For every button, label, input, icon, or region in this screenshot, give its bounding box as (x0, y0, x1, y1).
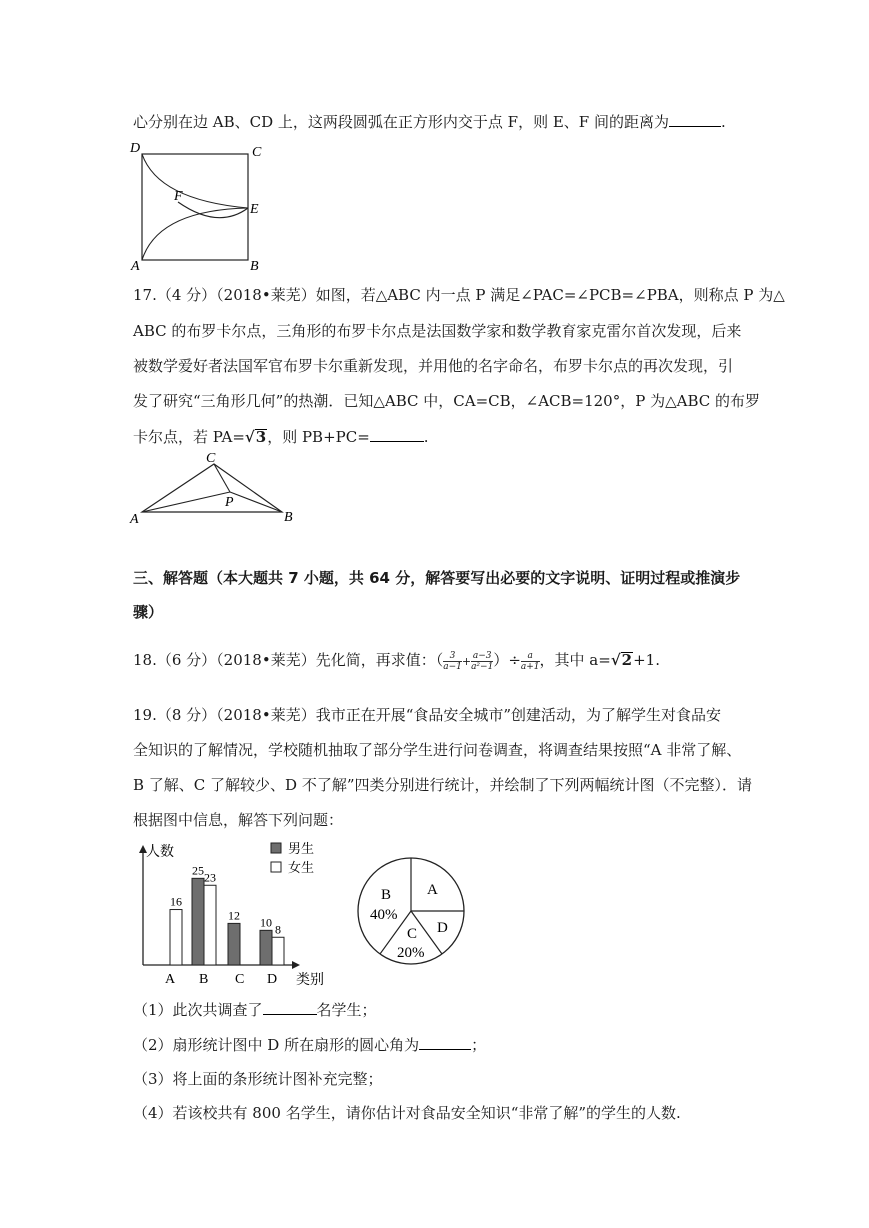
q19-sub-1 (133, 1000, 377, 1020)
q17-line5-post: ，则 PB+PC= (267, 428, 370, 446)
q17-line-4: 发了研究“三角形几何”的热潮．已知△ABC 中，CA=CB，∠ACB=120°，P 为△ABC 的布罗 (133, 392, 761, 410)
bar-d-male (260, 930, 272, 965)
label-b: B (250, 259, 259, 274)
label-p: P (225, 495, 234, 510)
pie-percent-c: 20% (397, 945, 425, 961)
label-c: C (206, 451, 216, 466)
q19-sub1-answer-blank[interactable] (263, 1000, 317, 1015)
square-arcs-figure (128, 140, 268, 274)
q19-sub-3: （3）将上面的条形统计图补充完整； (133, 1070, 383, 1088)
q19-sub-4: （4）若该校共有 800 名学生，请你估计对食品安全知识“非常了解”的学生的人数. (133, 1104, 681, 1122)
q17-line5-pre: 卡尔点，若 PA= (133, 428, 245, 446)
q18-post-pre: ，其中 a= (539, 651, 611, 669)
y-axis-label: 人数 (146, 845, 174, 860)
q17-line-1: 17.（4 分）（2018•莱芜）如图，若△ABC 内一点 P 满足∠PAC=∠PCB=∠PBA，则称点 P 为△ (133, 286, 785, 304)
pie-label-b: B (381, 887, 392, 903)
segment-pc (214, 464, 230, 492)
q18-post-tail: +1. (633, 651, 660, 669)
pie-label-a: A (427, 882, 438, 898)
triangle-figure (130, 452, 300, 532)
q19-sub-2 (133, 1035, 486, 1055)
q19-sub1-pre: （1）此次共调查了 (133, 1001, 263, 1019)
square-abcd (142, 154, 248, 260)
label-f: F (174, 189, 183, 204)
q19-line-1: 19.（8 分）（2018•莱芜）我市正在开展“食品安全城市”创建活动，为了解学生对食品安 (133, 706, 722, 724)
section-3-heading-line-1: 三、解答题（本大题共 7 小题，共 64 分，解答要写出必要的文字说明、证明过程或推演步 (133, 569, 741, 587)
segment-pa (142, 492, 230, 512)
bar-value-d-female: 8 (275, 922, 281, 937)
x-tick-label-c: C (235, 972, 245, 987)
label-a: A (131, 259, 140, 274)
q19-sub2-post: ； (471, 1036, 487, 1054)
q17-line-2: ABC 的布罗卡尔点，三角形的布罗卡尔点是法国数学家和数学教育家克雷尔首次发现，后来 (133, 322, 742, 340)
q17-answer-blank[interactable] (370, 427, 424, 442)
q16-tail-text: 心分别在边 AB、CD 上，这两段圆弧在正方形内交于点 F，则 E、F 间的距离为 (133, 113, 669, 131)
arc-from-d (142, 154, 248, 208)
q18-fraction-1: $\frac{3}{a-1}$ (443, 650, 462, 672)
pie-percent-b: 40% (370, 907, 398, 923)
bar-d-female (272, 937, 284, 965)
bar-value-b-male: 25 (192, 863, 204, 878)
section-3-heading-line-2: 骤） (133, 603, 164, 621)
pie-label-d: D (437, 920, 448, 936)
q18-plus: + (461, 655, 472, 668)
bar-b-female (204, 885, 216, 965)
q19-sub2-answer-blank[interactable] (419, 1035, 471, 1050)
x-tick-label-a: A (165, 972, 176, 987)
x-axis-label: 类别 (296, 973, 324, 988)
q17-line-5: 卡尔点，若 PA=√3，则 PB+PC= . (133, 428, 429, 446)
pie-label-c: C (407, 926, 418, 942)
label-d: D (130, 141, 141, 156)
q17-end: . (423, 428, 429, 446)
legend (271, 841, 314, 875)
q19-sub2-pre: （2）扇形统计图中 D 所在扇形的圆心角为 (133, 1036, 420, 1054)
pie-chart (355, 851, 475, 971)
label-e: E (250, 202, 259, 217)
q18-pre: 18.（6 分）（2018•莱芜）先化简，再求值：（ (133, 651, 444, 669)
q19-line-3: B 了解、C 了解较少、D 不了解”四类分别进行统计，并绘制了下列两幅统计图（不完整）．请 (133, 776, 753, 794)
q19-line-4: 根据图中信息，解答下列问题： (133, 811, 344, 829)
legend-swatch-male (271, 843, 281, 853)
label-c: C (252, 145, 262, 160)
label-b: B (284, 510, 293, 525)
triangle-abc (142, 464, 282, 512)
bar-value-b-female: 23 (204, 870, 216, 885)
q18-mid: ）÷ (493, 651, 521, 669)
q17-line-3: 被数学爱好者法国军官布罗卡尔重新发现，并用他的名字命名，布罗卡尔点的再次发现，引 (133, 357, 734, 375)
q16-tail-line (133, 112, 726, 132)
q19-line-2: 全知识的了解情况，学校随机抽取了部分学生进行问卷调查，将调查结果按照“A 非常了解、 (133, 741, 742, 759)
q17-sqrt-value: 3 (255, 428, 267, 446)
label-a: A (130, 512, 139, 527)
bar-c-male (228, 923, 240, 965)
q16-answer-blank[interactable] (669, 112, 721, 127)
arc-f-e-lower (178, 202, 248, 218)
legend-label-male: 男生 (288, 841, 315, 856)
q18-line: 18.（6 分）（2018•莱芜）先化简，再求值：（ $\frac{3}{a-1}$ + $\frac{a-3}{\text{a²−1}}$ ）÷ $\frac{a}{a+1}$ ，其中 a=√2+1. (133, 650, 660, 672)
legend-label-female: 女生 (288, 860, 315, 875)
bar-a-female (170, 910, 182, 965)
bar-value-c-male: 12 (228, 908, 240, 923)
bar-chart (128, 843, 348, 988)
x-axis-arrow (292, 961, 300, 969)
bars-group (170, 863, 284, 965)
legend-swatch-female (271, 862, 281, 872)
q16-end: . (720, 113, 726, 131)
x-tick-label-d: D (267, 972, 278, 987)
q18-sqrt-value: 2 (621, 651, 633, 669)
q18-fraction-3: $\frac{a}{a+1}$ (520, 650, 540, 672)
segment-pb (230, 492, 282, 512)
bar-value-a-female: 16 (170, 894, 182, 909)
bar-value-d-male: 10 (260, 915, 272, 930)
q18-fraction-2: $\frac{a-3}{\text{a²−1}}$ (471, 650, 494, 672)
q19-sub1-post: 名学生； (316, 1001, 377, 1019)
bar-b-male (192, 878, 204, 965)
x-tick-label-b: B (199, 972, 209, 987)
